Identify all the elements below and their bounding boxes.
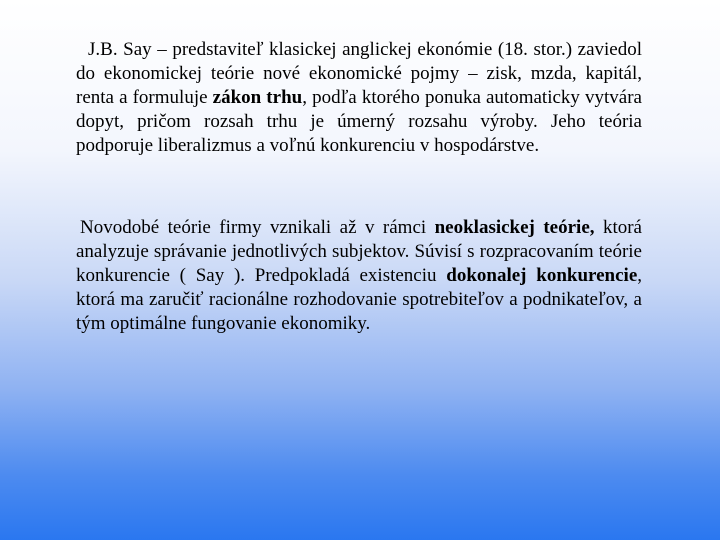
term-zakon-trhu: zákon trhu: [212, 87, 303, 108]
paragraph-2-text-1: Novodobé teórie firmy vznikali až v rámci: [80, 217, 435, 238]
paragraph-1-text-2: , podľa ktorého ponuka automaticky vytvára dopyt, pričom rozsah trhu je úmerný rozsahu výroby. Jeho teória podporuje liberalizmus a voľnú konkurenciu v hospodárstve.: [76, 87, 642, 156]
paragraph-2-text-2: ktorá analyzuje správanie jednotlivých subjektov. Súvisí s rozpracovaním teórie konkurencie ( Say ). Predpokladá existenciu: [76, 217, 642, 286]
term-dokonala-konkurencia: dokonalej konkurencie: [446, 265, 638, 286]
paragraph-say-theory: [76, 38, 642, 158]
paragraph-neoclassical-theory: [76, 216, 642, 336]
paragraph-2-text-3: , ktorá ma zaručiť racionálne rozhodovanie spotrebiteľov a podnikateľov, a tým optimálne fungovanie ekonomiky.: [76, 265, 642, 334]
term-neoklasicka-teoria: neoklasickej teórie,: [434, 217, 595, 238]
paragraph-1-text-1: J.B. Say – predstaviteľ klasickej anglickej ekonómie (18. stor.) zaviedol do ekonomickej teórie nové ekonomické pojmy – zisk, mzda, kapitál, renta a formuluje: [76, 39, 642, 108]
